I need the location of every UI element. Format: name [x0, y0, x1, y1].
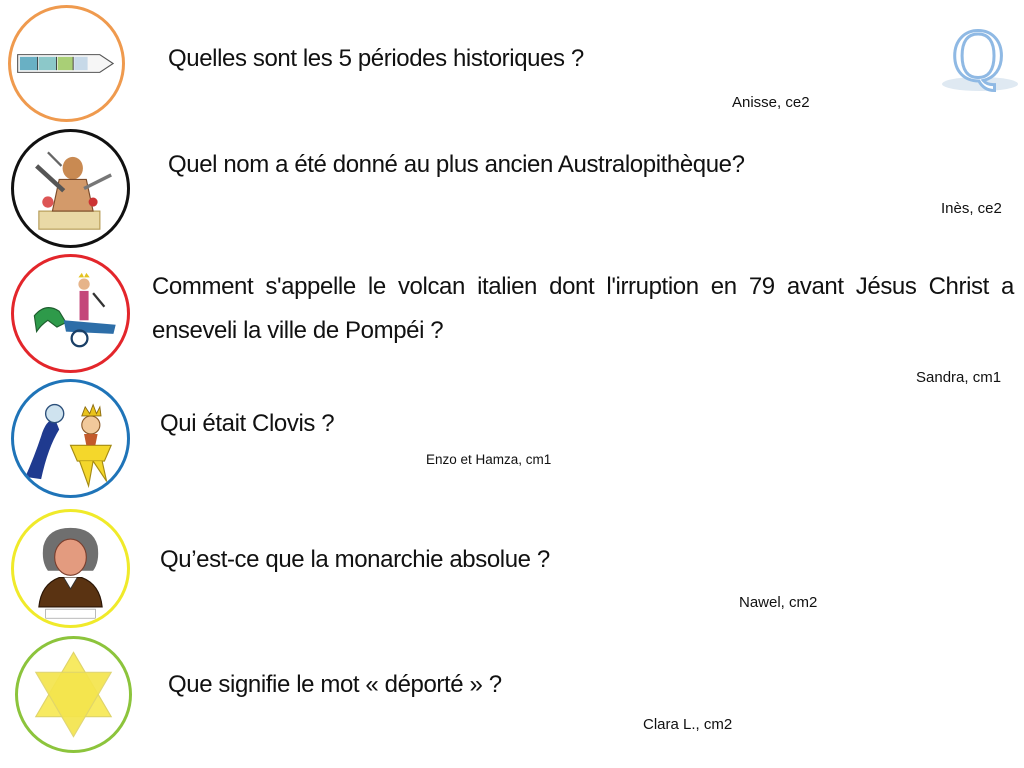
- question-3-text: Comment s'appelle le volcan italien dont l'irruption en 79 avant Jésus Christ a enseveli la ville de Pompéi ?: [152, 273, 1014, 344]
- question-4-author: Enzo et Hamza, cm1: [426, 452, 552, 467]
- question-1-author: Anisse, ce2: [732, 94, 810, 111]
- question-5-author: Nawel, cm2: [739, 594, 818, 611]
- clovis-king-drawing-icon: [11, 379, 130, 498]
- question-2-author: Inès, ce2: [941, 200, 1002, 217]
- question-4-text: Qui était Clovis ?: [160, 410, 335, 437]
- question-6-text: Que signifie le mot « déporté » ?: [168, 671, 502, 698]
- question-2-text: Quel nom a été donné au plus ancien Australopithèque?: [168, 151, 745, 178]
- q-logo-icon: [934, 22, 1018, 98]
- question-3-author: Sandra, cm1: [916, 369, 1002, 386]
- question-6-author: Clara L., cm2: [643, 716, 733, 733]
- rousseau-portrait-drawing-icon: [11, 509, 130, 628]
- prehistoric-man-drawing-icon: [11, 129, 130, 248]
- timeline-drawing-icon: [8, 5, 125, 122]
- svg-text:Q: Q: [950, 22, 1006, 96]
- yellow-star-drawing-icon: [15, 636, 132, 753]
- question-5-text: Qu’est-ce que la monarchie absolue ?: [160, 546, 550, 573]
- chariot-drawing-icon: [11, 254, 130, 373]
- question-1-text: Quelles sont les 5 périodes historiques ?: [168, 45, 584, 72]
